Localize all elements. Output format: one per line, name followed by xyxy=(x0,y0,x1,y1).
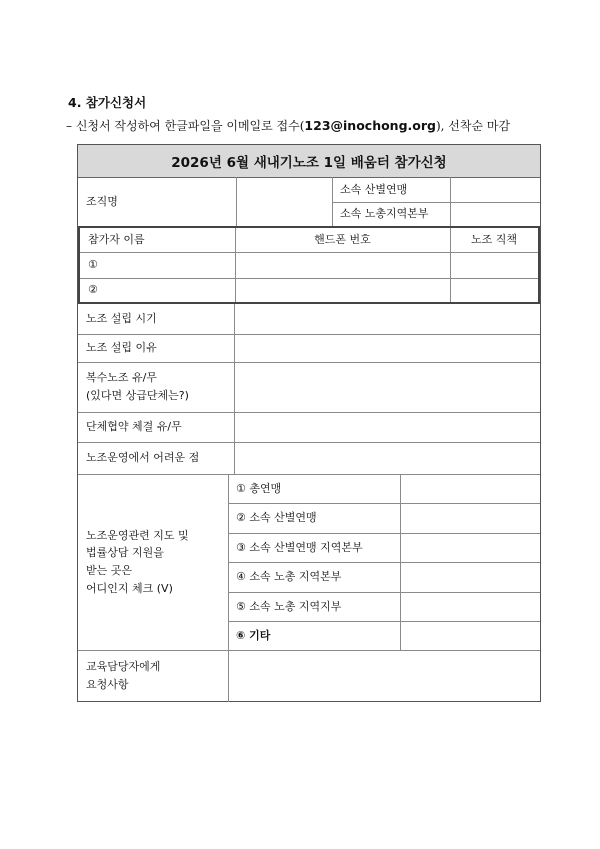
support-label-line2: 법률상담 지원을 xyxy=(86,546,164,560)
collective-agreement-field[interactable] xyxy=(234,412,540,442)
collective-agreement-label: 단체협약 체결 유/무 xyxy=(86,420,182,434)
difficulties-label: 노조운영에서 어려운 점 xyxy=(86,451,200,465)
regional-hq-label: 소속 노총지역본부 xyxy=(340,207,429,221)
notice-suffix: ), 선착순 마감 xyxy=(435,119,511,133)
union-founding-date-label: 노조 설립 시기 xyxy=(86,312,157,326)
support-option-2: ② 소속 산별연맹 xyxy=(236,511,317,525)
multiple-union-field[interactable] xyxy=(234,362,540,412)
support-option-3-check[interactable] xyxy=(400,533,540,562)
participant-row-2-position[interactable] xyxy=(450,278,538,302)
submission-notice xyxy=(66,117,510,134)
union-federation-label: 소속 산별연맹 xyxy=(340,182,408,196)
participant-row-1-name[interactable]: ① xyxy=(88,258,98,272)
support-label-line4: 어디인지 체크 (V) xyxy=(86,581,173,595)
support-option-1-check[interactable] xyxy=(400,474,540,503)
request-label-line1: 교육담당자에게 xyxy=(86,660,161,674)
support-option-6-check[interactable] xyxy=(400,621,540,650)
support-option-5: ⑤ 소속 노총 지역지부 xyxy=(236,599,342,613)
request-field[interactable] xyxy=(228,650,540,702)
phone-header: 핸드폰 번호 xyxy=(314,233,371,247)
regional-hq-field[interactable] xyxy=(450,202,540,226)
notice-prefix: – 신청서 작성하여 한글파일을 이메일로 접수( xyxy=(66,119,305,133)
support-label-line1: 노조운영관련 지도 및 xyxy=(86,528,189,542)
support-option-5-check[interactable] xyxy=(400,592,540,621)
difficulties-field[interactable] xyxy=(234,442,540,474)
support-option-2-check[interactable] xyxy=(400,503,540,533)
union-founding-reason-label: 노조 설립 이유 xyxy=(86,341,157,355)
union-federation-field[interactable] xyxy=(450,177,540,202)
support-label-line3: 받는 곳은 xyxy=(86,564,133,577)
support-option-6: ⑥ 기타 xyxy=(236,628,271,642)
support-option-4: ④ 소속 노총 지역본부 xyxy=(236,570,342,584)
multiple-union-label xyxy=(78,362,234,412)
union-founding-reason-field[interactable] xyxy=(234,334,540,362)
org-name-field[interactable] xyxy=(236,177,332,226)
participant-row-1-phone[interactable] xyxy=(235,252,450,278)
support-option-3: ③ 소속 산별연맹 지역본부 xyxy=(236,540,363,554)
org-name-label: 조직명 xyxy=(86,194,118,208)
participant-row-2-phone[interactable] xyxy=(235,278,450,302)
participant-name-header: 참가자 이름 xyxy=(88,233,145,247)
section-title: 4. 참가신청서 xyxy=(68,95,147,110)
support-option-4-check[interactable] xyxy=(400,562,540,592)
participant-row-1-position[interactable] xyxy=(450,252,538,278)
request-label-line2: 요청사항 xyxy=(86,678,129,691)
participant-table xyxy=(78,226,540,304)
position-header: 노조 직책 xyxy=(470,233,517,247)
multiple-union-label-line2: (있다면 상급단체는?) xyxy=(86,389,189,402)
form-title: 2026년 6월 새내기노조 1일 배움터 참가신청 xyxy=(78,145,540,178)
request-label xyxy=(78,650,228,702)
multiple-union-label-line1: 복수노조 유/무 xyxy=(86,371,157,385)
participant-row-2-name[interactable]: ② xyxy=(88,283,98,297)
support-option-1: ① 총연맹 xyxy=(236,481,282,495)
email-link[interactable]: 123@inochong.org xyxy=(304,118,436,133)
application-form xyxy=(77,144,541,702)
union-founding-date-field[interactable] xyxy=(234,304,540,334)
support-question-label xyxy=(78,474,228,650)
